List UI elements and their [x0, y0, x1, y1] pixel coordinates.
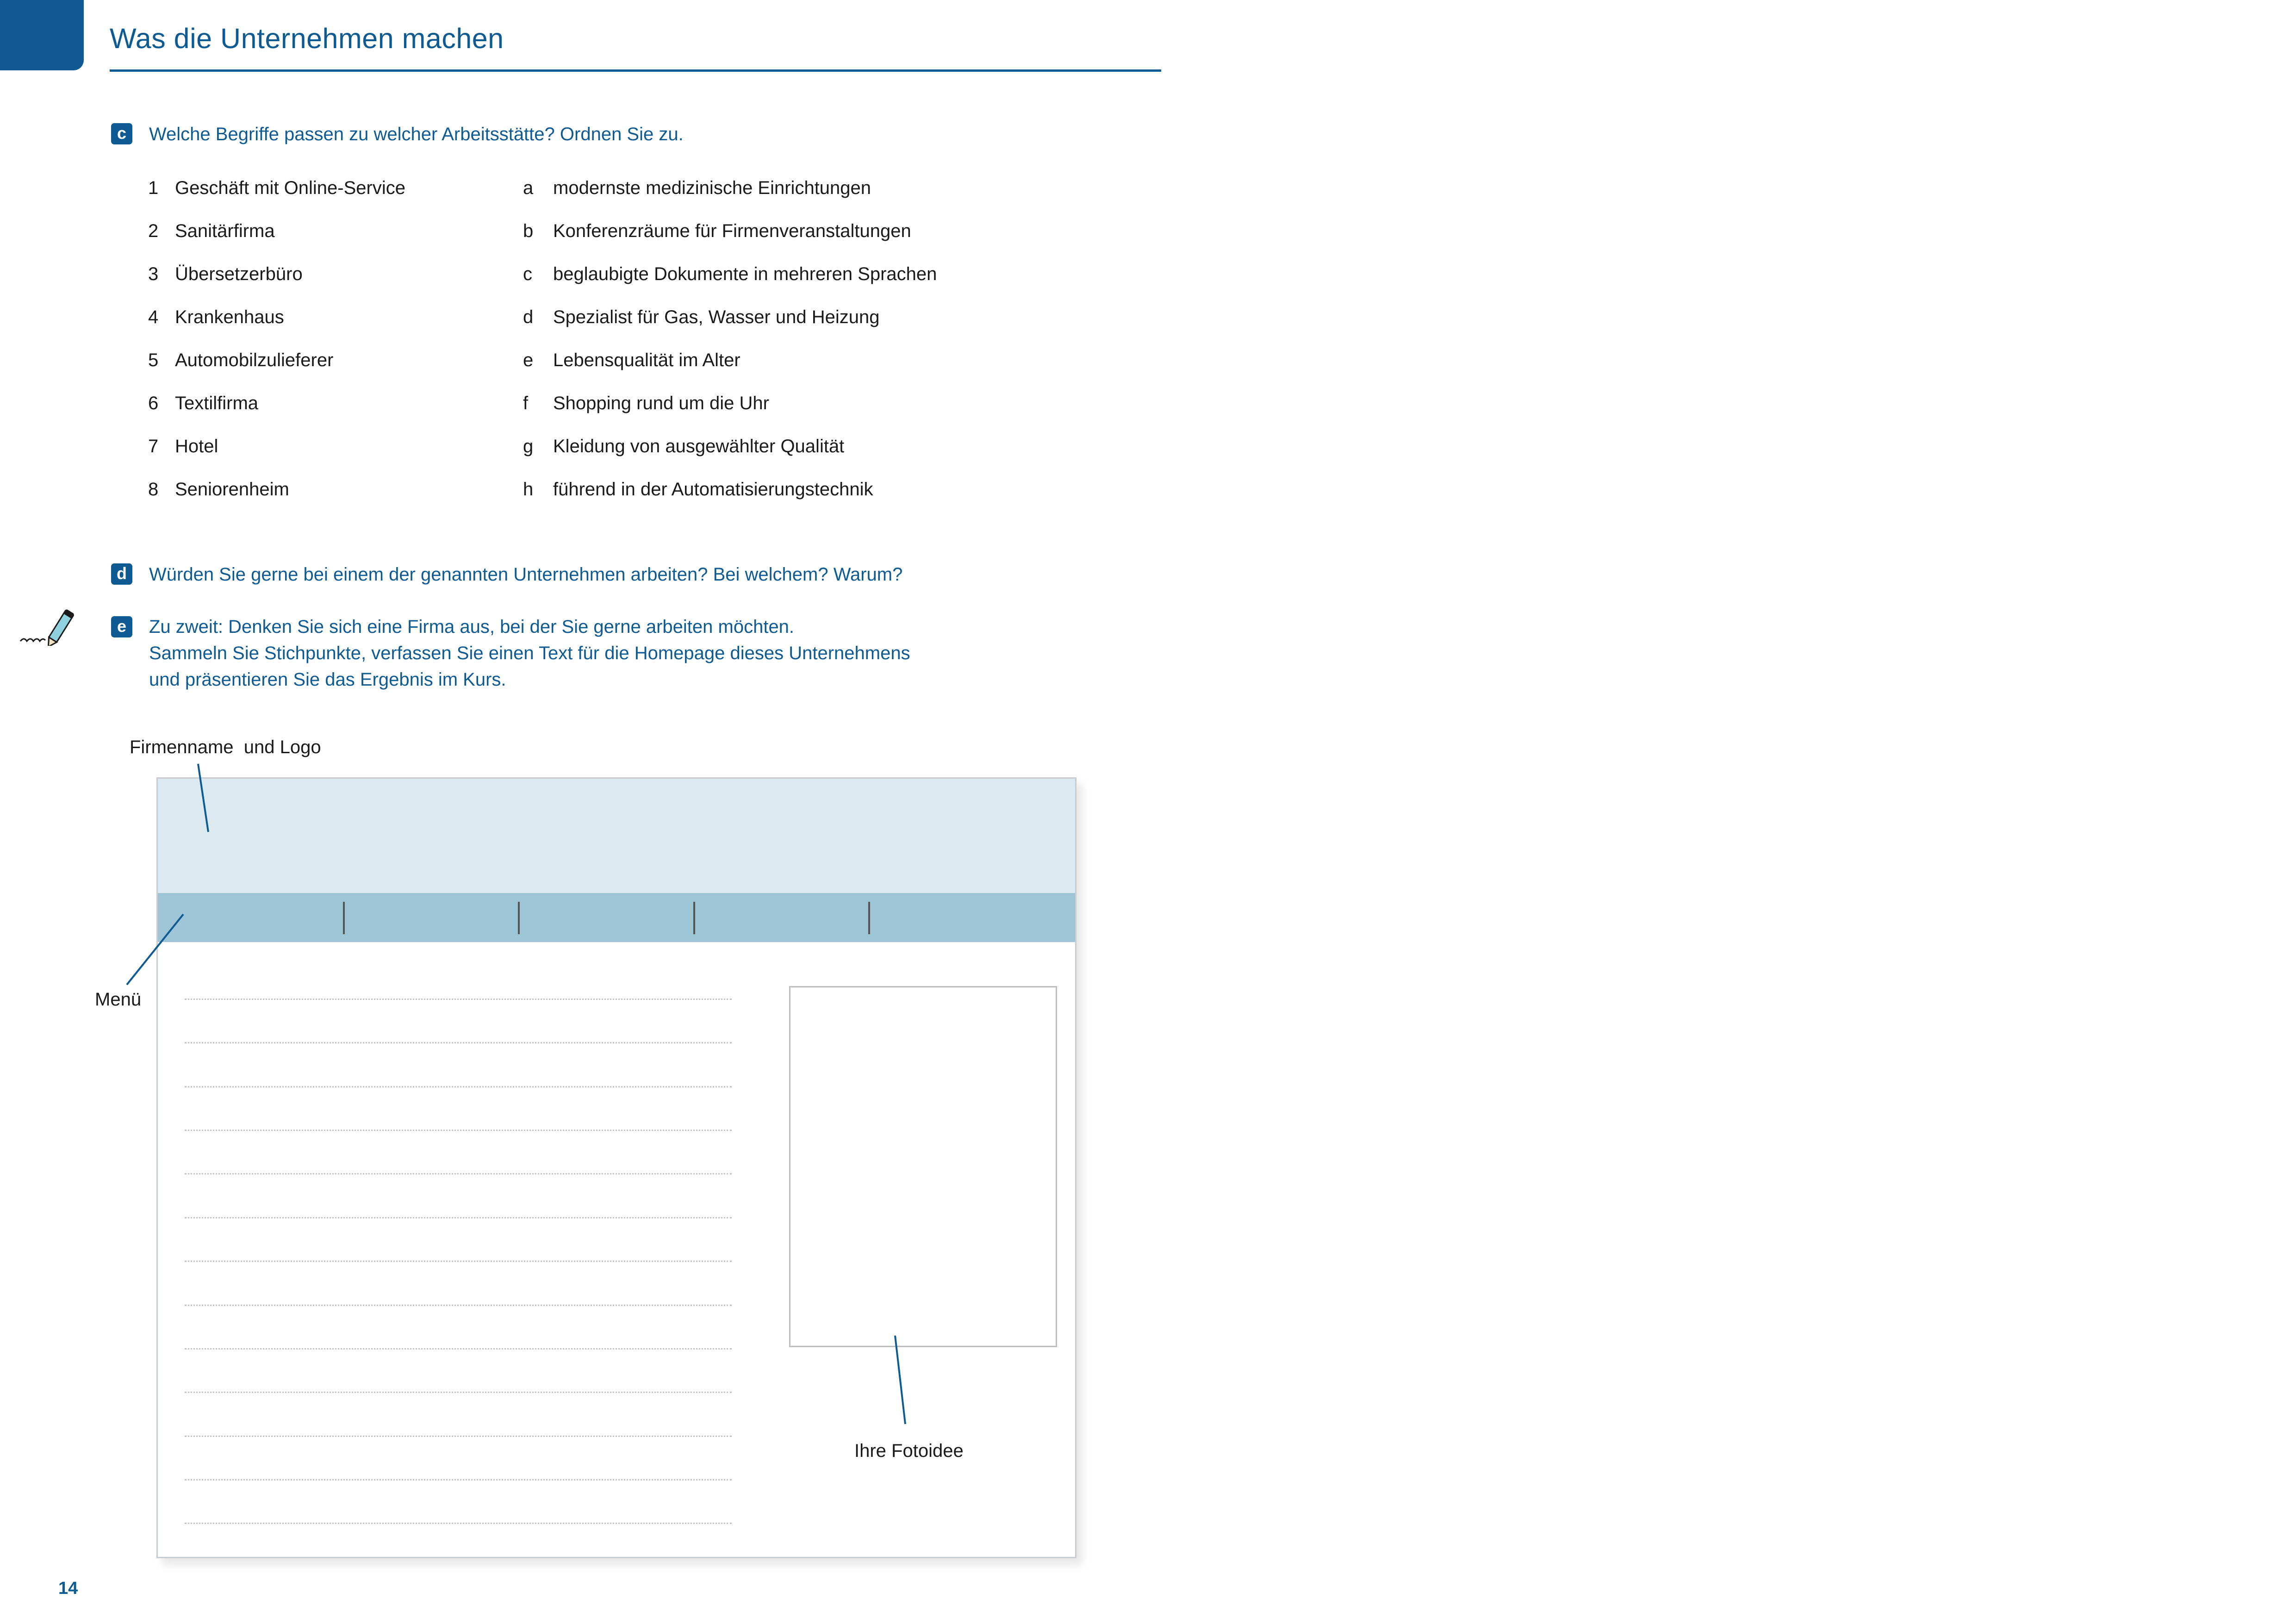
write-line — [185, 1305, 732, 1306]
task-e-line-3: und präsentieren Sie das Ergebnis im Kurs. — [149, 669, 506, 690]
task-badge-d: d — [111, 563, 132, 585]
task-badge-c: c — [111, 123, 132, 144]
label-company-name-logo: Firmenname und Logo — [130, 737, 321, 757]
title-rule — [110, 69, 1161, 72]
menu-separator — [693, 902, 695, 934]
write-line — [185, 1479, 732, 1480]
task-d-instruction: Würden Sie gerne bei einem der genannten Unternehmen arbeiten? Bei welchem? Warum? — [149, 564, 903, 585]
task-e-line-2: Sammeln Sie Stichpunkte, verfassen Sie einen Text für die Homepage dieses Unternehmens — [149, 643, 910, 663]
task-c-instruction: Welche Begriffe passen zu welcher Arbeitsstätte? Ordnen Sie zu. — [149, 124, 684, 144]
write-line — [185, 1436, 732, 1437]
menu-separator — [518, 902, 520, 934]
write-line — [185, 1086, 732, 1087]
write-line — [185, 999, 732, 1000]
task-e-line-1: Zu zweit: Denken Sie sich eine Firma aus, bei der Sie gerne arbeiten möchten. — [149, 617, 795, 637]
write-line — [185, 1261, 732, 1262]
mockup-header-area — [158, 779, 1075, 893]
write-line — [185, 1348, 732, 1349]
menu-separator — [868, 902, 870, 934]
write-line — [185, 1523, 732, 1524]
write-line — [185, 1392, 732, 1393]
menu-separator — [343, 902, 345, 934]
write-line — [185, 1217, 732, 1218]
corner-tab — [0, 0, 84, 70]
page-number: 14 — [58, 1579, 78, 1598]
write-line — [185, 1042, 732, 1043]
page-title: Was die Unternehmen machen — [110, 23, 504, 54]
photo-placeholder — [789, 986, 1057, 1347]
write-line — [185, 1173, 732, 1174]
label-menu: Menü — [95, 989, 142, 1010]
task-badge-e: e — [111, 616, 132, 637]
pencil-write-icon — [19, 604, 83, 646]
label-photo-idea: Ihre Fotoidee — [854, 1441, 964, 1461]
mockup-menu-bar — [158, 893, 1075, 942]
write-line — [185, 1130, 732, 1131]
